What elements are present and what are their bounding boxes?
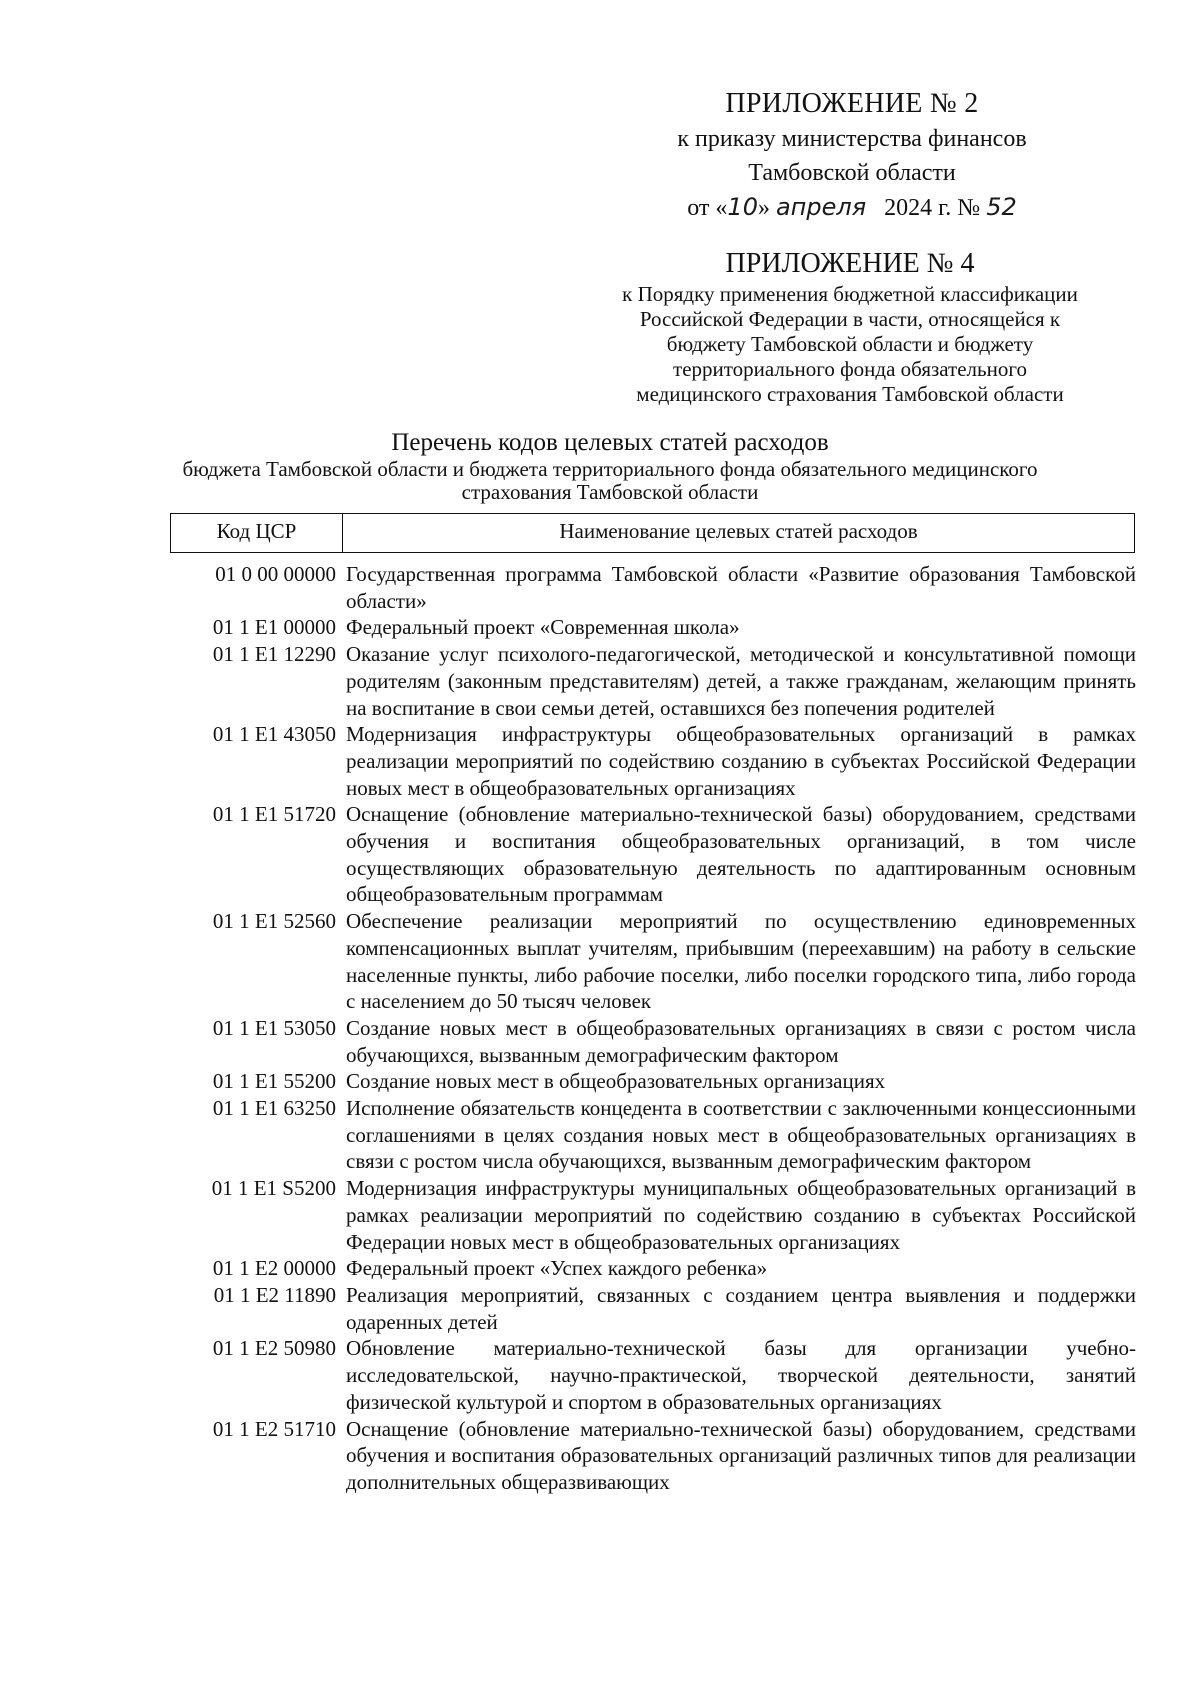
row-code: 01 1 E2 50980: [212, 1336, 336, 1361]
appendix-4-line: территориального фонда обязательного: [673, 357, 1027, 381]
table-row: [170, 561, 1140, 614]
row-name: Исполнение обязательств концедента в соответствии с заключенными концессионными соглашениями в целях создания новых мест в общеобразовательных организациях в связи с ростом числа обучающихся, вызванным демографическим фактором: [346, 1096, 1136, 1174]
table-row: [170, 1335, 1140, 1415]
row-name: Оснащение (обновление материально-технической базы) оборудованием, средствами обучения и воспитания образовательных организаций различных типов для реализации дополнительных общеразвивающих: [346, 1416, 1136, 1494]
table-row: [170, 1282, 1140, 1335]
row-code: 01 1 E1 53050: [212, 1015, 336, 1040]
row-name: Обеспечение реализации мероприятий по осуществлению единовременных компенсационных выплат учителям, прибывшим (переехавшим) на работу в сельские населенные пункты, либо рабочие поселки, либо поселки городского типа, либо города с населением до 50 тысяч человек: [346, 909, 1136, 1014]
appendix-4-title: ПРИЛОЖЕНИЕ № 4: [725, 248, 975, 279]
document-subtitle-line: бюджета Тамбовской области и бюджета территориального фонда обязательного медицинского: [182, 457, 1038, 481]
document-title-block: [130, 428, 1090, 504]
appendix-2-header: [612, 86, 1092, 225]
row-name: Модернизация инфраструктуры общеобразовательных организаций в рамках реализации мероприятий по содействию созданию в субъектах Российской Федерации новых мест в общеобразовательных организациях: [346, 722, 1136, 800]
table-row: [170, 614, 1140, 641]
row-code: 01 1 E1 52560: [212, 909, 336, 934]
appendix-2-line-2: Тамбовской области: [748, 160, 956, 186]
row-code: 01 1 E2 00000: [212, 1256, 336, 1281]
table-row: [170, 1015, 1140, 1068]
appendix-4-header: [560, 246, 1140, 407]
table-row: [170, 721, 1140, 801]
table-body: [170, 561, 1140, 1496]
row-code: 01 1 E2 51710: [212, 1416, 336, 1441]
row-code: 01 1 E1 63250: [212, 1096, 336, 1121]
table-row: [170, 1095, 1140, 1175]
row-code: 01 1 E1 S5200: [211, 1176, 336, 1201]
table-row: [170, 801, 1140, 908]
table-header: [170, 513, 1135, 553]
row-code: 01 1 E1 00000: [212, 615, 336, 640]
row-name: Государственная программа Тамбовской области «Развитие образования Тамбовской области»: [346, 562, 1136, 613]
appendix-4-line: бюджету Тамбовской области и бюджету: [666, 332, 1034, 356]
date-mid: »: [757, 195, 776, 221]
row-code: 01 1 E1 43050: [212, 722, 336, 747]
table-row: [170, 641, 1140, 721]
appendix-4-line: медицинского страхования Тамбовской области: [636, 382, 1064, 406]
date-year: 2024 г. №: [884, 195, 981, 221]
row-code: 01 1 E2 11890: [213, 1282, 336, 1307]
document-subtitle-line: страхования Тамбовской области: [461, 480, 759, 504]
row-name: Федеральный проект «Современная школа»: [346, 615, 740, 640]
header-code: Код ЦСР: [171, 514, 343, 552]
row-name: Создание новых мест в общеобразовательных организациях в связи с ростом числа обучающихся, вызванным демографическим фактором: [346, 1015, 1136, 1067]
table-row: [170, 908, 1140, 1015]
appendix-4-line: к Порядку применения бюджетной классификации: [622, 282, 1078, 306]
row-name: Федеральный проект «Успех каждого ребенка»: [346, 1256, 768, 1281]
row-code: 01 1 E1 51720: [212, 802, 336, 827]
appendix-4-line: Российской Федерации в части, относящейся к: [639, 307, 1061, 331]
row-name: Оказание услуг психолого-педагогической, методической и консультативной помощи родителям (законным представителям) детей, а также гражданам, желающим принять на воспитание в свои семьи детей, оставшихся без попечения родителей: [346, 642, 1136, 720]
appendix-2-line-1: к приказу министерства финансов: [677, 126, 1027, 152]
table-row: [170, 1175, 1140, 1255]
row-code: 01 1 E1 55200: [212, 1069, 336, 1094]
handwritten-month: апреля: [775, 193, 867, 221]
row-code: 01 0 00 00000: [215, 562, 336, 586]
appendix-2-date-line: [612, 190, 1092, 225]
table-row: [170, 1416, 1140, 1496]
table-row: [170, 1068, 1140, 1095]
header-name: Наименование целевых статей расходов: [559, 519, 918, 543]
row-name: Оснащение (обновление материально-технической базы) оборудованием, средствами обучения и воспитания общеобразовательных организаций, в том числе осуществляющих образовательную деятельность по адаптированным основным общеобразовательным программам: [346, 802, 1136, 907]
row-name: Модернизация инфраструктуры муниципальных общеобразовательных организаций в рамках реализации мероприятий по содействию созданию в субъектах Российской Федерации новых мест в общеобразовательных организациях: [346, 1176, 1136, 1254]
date-prefix: от «: [687, 195, 728, 221]
row-name: Создание новых мест в общеобразовательных организациях: [346, 1069, 886, 1094]
row-code: 01 1 E1 12290: [212, 642, 336, 667]
handwritten-number: 52: [986, 193, 1017, 221]
handwritten-day: 10: [727, 193, 758, 221]
document-title: Перечень кодов целевых статей расходов: [391, 429, 829, 456]
table-row: [170, 1255, 1140, 1282]
row-name: Реализация мероприятий, связанных с созданием центра выявления и поддержки одаренных детей: [346, 1282, 1136, 1334]
appendix-2-title: ПРИЛОЖЕНИЕ № 2: [725, 88, 979, 119]
row-name: Обновление материально-технической базы для организации учебно-исследовательской, научно-практической, творческой деятельности, занятий физической культурой и спортом в образовательных организациях: [346, 1336, 1136, 1414]
